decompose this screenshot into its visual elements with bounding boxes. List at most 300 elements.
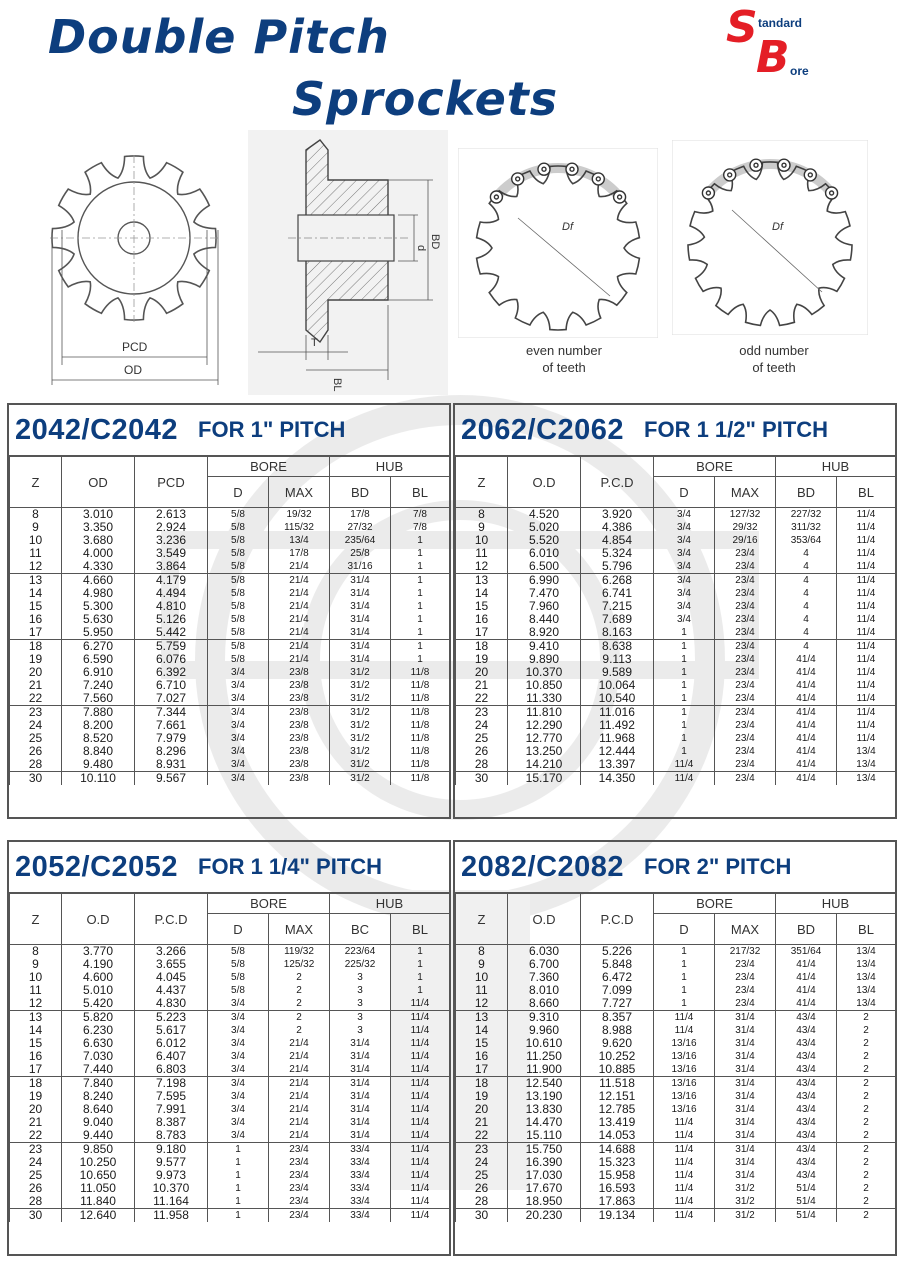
table-cell: 5.848	[581, 958, 654, 971]
table-cell: 2	[837, 1169, 896, 1182]
table-cell: 8.296	[135, 745, 208, 758]
table-row	[456, 958, 896, 971]
table-cell: 11	[10, 547, 62, 560]
table-cell: 13/4	[837, 772, 896, 786]
table-cell: 4.330	[62, 560, 135, 574]
table-cell: 8.920	[508, 626, 581, 640]
table-cell: 6.010	[508, 547, 581, 560]
table-cell: 2	[269, 997, 330, 1011]
table-cell: 8.387	[135, 1116, 208, 1129]
table-cell: 4	[776, 587, 837, 600]
table-cell: 4.600	[62, 971, 135, 984]
table-cell: 20.230	[508, 1209, 581, 1223]
sprocket-front-view	[40, 150, 240, 395]
table-cell: 5/8	[208, 945, 269, 959]
even-teeth-diagram	[458, 148, 658, 338]
table-cell: 41/4	[776, 732, 837, 745]
table-cell: 13/16	[654, 1090, 715, 1103]
table-cell: 2	[269, 984, 330, 997]
panel-2042	[7, 403, 451, 819]
chain-pin	[782, 163, 786, 167]
table-cell: 41/4	[776, 653, 837, 666]
table-cell: 23/4	[715, 626, 776, 640]
table-cell: 5.010	[62, 984, 135, 997]
table-cell: 225/32	[330, 958, 391, 971]
table-cell: 2	[837, 1182, 896, 1195]
panel-title	[455, 842, 895, 893]
table-cell: 1	[654, 984, 715, 997]
table-cell: 41/4	[776, 958, 837, 971]
table-cell: 4	[776, 640, 837, 654]
table-row	[456, 706, 896, 720]
table-cell: 5.420	[62, 997, 135, 1011]
col-od: OD	[62, 457, 135, 508]
table-cell: 21/4	[269, 574, 330, 588]
table-cell: 223/64	[330, 945, 391, 959]
table-cell: 3.864	[135, 560, 208, 574]
table-cell: 6.076	[135, 653, 208, 666]
table-cell: 41/4	[776, 971, 837, 984]
table-cell: 28	[456, 758, 508, 772]
table-cell: 23	[456, 706, 508, 720]
table-row	[456, 1143, 896, 1157]
table-cell: 19	[456, 1090, 508, 1103]
table-row	[10, 971, 450, 984]
table-cell: 23/8	[269, 692, 330, 706]
table-cell: 11/4	[391, 1116, 450, 1129]
table-row	[456, 692, 896, 706]
table-cell: 41/4	[776, 719, 837, 732]
table-cell: 17.030	[508, 1169, 581, 1182]
table-cell: 30	[456, 772, 508, 786]
table-cell: 9	[456, 958, 508, 971]
table-cell: 1	[391, 560, 450, 574]
table-cell: 19.134	[581, 1209, 654, 1223]
table-cell: 11/4	[837, 560, 896, 574]
table-cell: 5/8	[208, 508, 269, 522]
table-cell: 5/8	[208, 653, 269, 666]
table-cell: 1	[391, 626, 450, 640]
table-cell: 7.344	[135, 706, 208, 720]
table-cell: 12.151	[581, 1090, 654, 1103]
chain-pin	[596, 177, 600, 181]
table-cell: 1	[208, 1209, 269, 1223]
table-cell: 43/4	[776, 1011, 837, 1025]
table-cell: 7.840	[62, 1077, 135, 1091]
table-cell: 13/16	[654, 1050, 715, 1063]
table-row	[10, 534, 450, 547]
table-cell: 8.638	[581, 640, 654, 654]
table-cell: 1	[391, 613, 450, 626]
table-cell: 31/2	[330, 758, 391, 772]
table-cell: 5.126	[135, 613, 208, 626]
table-cell: 31/2	[715, 1182, 776, 1195]
table-cell: 11/4	[837, 587, 896, 600]
table-cell: 43/4	[776, 1103, 837, 1116]
table-cell: 23/4	[715, 692, 776, 706]
table-cell: 11/4	[654, 1011, 715, 1025]
table-cell: 11/4	[391, 1077, 450, 1091]
table-cell: 20	[10, 1103, 62, 1116]
table-cell: 33/4	[330, 1143, 391, 1157]
table-cell: 7.880	[62, 706, 135, 720]
table-cell: 8.660	[508, 997, 581, 1011]
table-cell: 7.595	[135, 1090, 208, 1103]
table-cell: 11.016	[581, 706, 654, 720]
table-cell: 21/4	[269, 613, 330, 626]
table-cell: 31/4	[715, 1024, 776, 1037]
col-bd: BC	[330, 914, 391, 945]
table-cell: 11/4	[391, 1050, 450, 1063]
table-row	[10, 1103, 450, 1116]
col-max: MAX	[269, 914, 330, 945]
table-cell: 2	[837, 1116, 896, 1129]
table-cell: 26	[10, 1182, 62, 1195]
table-cell: 31/2	[715, 1195, 776, 1209]
table-cell: 7/8	[391, 508, 450, 522]
chain-pin	[754, 163, 758, 167]
table-cell: 16.390	[508, 1156, 581, 1169]
table-cell: 13.397	[581, 758, 654, 772]
table-cell: 6.990	[508, 574, 581, 588]
col-bore: BORE	[208, 894, 330, 914]
table-row	[456, 640, 896, 654]
table-row	[10, 1195, 450, 1209]
table-cell: 26	[456, 745, 508, 758]
table-cell: 31/4	[330, 613, 391, 626]
col-od: O.D	[508, 457, 581, 508]
table-cell: 31/2	[330, 666, 391, 679]
table-cell: 25	[456, 732, 508, 745]
table-cell: 5/8	[208, 587, 269, 600]
table-cell: 11/4	[837, 534, 896, 547]
table-cell: 3.680	[62, 534, 135, 547]
table-cell: 12	[456, 560, 508, 574]
table-row	[10, 1011, 450, 1025]
table-row	[10, 1209, 450, 1223]
table-cell: 20	[10, 666, 62, 679]
table-cell: 17/8	[269, 547, 330, 560]
table-cell: 5.300	[62, 600, 135, 613]
table-cell: 4.179	[135, 574, 208, 588]
table-cell: 11/4	[391, 1090, 450, 1103]
table-cell: 31/4	[330, 587, 391, 600]
table-cell: 21/4	[269, 1129, 330, 1143]
table-cell: 1	[391, 945, 450, 959]
table-cell: 17/8	[330, 508, 391, 522]
table-cell: 8.520	[62, 732, 135, 745]
table-cell: 2	[837, 1011, 896, 1025]
table-cell: 33/4	[330, 1209, 391, 1223]
table-cell: 18	[456, 1077, 508, 1091]
table-cell: 15	[10, 1037, 62, 1050]
table-cell: 4	[776, 613, 837, 626]
col-pcd: PCD	[135, 457, 208, 508]
table-row	[456, 772, 896, 786]
table-row	[456, 547, 896, 560]
table-cell: 14.210	[508, 758, 581, 772]
table-cell: 31/4	[715, 1116, 776, 1129]
col-bore: BORE	[654, 457, 776, 477]
table-cell: 1	[391, 958, 450, 971]
table-row	[456, 534, 896, 547]
table-cell: 3.770	[62, 945, 135, 959]
table-cell: 43/4	[776, 1156, 837, 1169]
table-row	[456, 1037, 896, 1050]
table-cell: 1	[654, 958, 715, 971]
col-z: Z	[456, 457, 508, 508]
table-cell: 11/4	[391, 997, 450, 1011]
table-cell: 6.700	[508, 958, 581, 971]
table-cell: 22	[10, 692, 62, 706]
table-cell: 31/2	[330, 732, 391, 745]
table-cell: 23/4	[715, 772, 776, 786]
table-cell: 31/16	[330, 560, 391, 574]
table-row	[10, 1182, 450, 1195]
table-cell: 31/2	[715, 1209, 776, 1223]
table-cell: 9.180	[135, 1143, 208, 1157]
table-cell: 17	[10, 1063, 62, 1077]
table-cell: 11/4	[391, 1063, 450, 1077]
table-cell: 31/4	[330, 1090, 391, 1103]
table-cell: 5.442	[135, 626, 208, 640]
table-cell: 1	[391, 640, 450, 654]
table-cell: 41/4	[776, 758, 837, 772]
table-cell: 21	[10, 679, 62, 692]
table-row	[456, 1050, 896, 1063]
table-cell: 23/4	[269, 1209, 330, 1223]
sprocket-table	[455, 893, 896, 1222]
d-label: d	[415, 245, 427, 252]
table-cell: 23/8	[269, 745, 330, 758]
table-cell: 33/4	[330, 1195, 391, 1209]
col-d: D	[208, 914, 269, 945]
table-cell: 13	[456, 574, 508, 588]
table-cell: 23/4	[715, 732, 776, 745]
table-row	[10, 1143, 450, 1157]
table-row	[10, 600, 450, 613]
table-cell: 6.230	[62, 1024, 135, 1037]
table-row	[10, 574, 450, 588]
sprocket-side-section	[248, 130, 448, 395]
table-cell: 11/4	[654, 1129, 715, 1143]
table-cell: 11/4	[391, 1195, 450, 1209]
table-cell: 4.810	[135, 600, 208, 613]
table-cell: 23/8	[269, 758, 330, 772]
table-cell: 30	[456, 1209, 508, 1223]
table-cell: 31/4	[715, 1063, 776, 1077]
table-row	[10, 984, 450, 997]
table-cell: 15	[456, 600, 508, 613]
table-cell: 3.010	[62, 508, 135, 522]
table-cell: 11/4	[837, 679, 896, 692]
table-row	[10, 758, 450, 772]
col-bd: BD	[776, 477, 837, 508]
table-cell: 19/32	[269, 508, 330, 522]
table-cell: 12.540	[508, 1077, 581, 1091]
table-row	[10, 772, 450, 786]
table-cell: 21/4	[269, 600, 330, 613]
table-cell: 11/4	[837, 640, 896, 654]
table-cell: 3/4	[654, 613, 715, 626]
table-cell: 31/4	[330, 626, 391, 640]
table-cell: 3/4	[654, 587, 715, 600]
table-cell: 11	[456, 984, 508, 997]
table-cell: 2	[837, 1024, 896, 1037]
table-cell: 10.370	[135, 1182, 208, 1195]
chain-pin	[516, 177, 520, 181]
table-cell: 1	[654, 732, 715, 745]
table-cell: 31/4	[715, 1011, 776, 1025]
table-cell: 23/8	[269, 706, 330, 720]
table-cell: 6.803	[135, 1063, 208, 1077]
table-row	[456, 521, 896, 534]
table-cell: 2	[269, 971, 330, 984]
table-cell: 43/4	[776, 1169, 837, 1182]
table-cell: 7.689	[581, 613, 654, 626]
table-cell: 41/4	[776, 666, 837, 679]
table-cell: 3/4	[208, 732, 269, 745]
table-cell: 13.190	[508, 1090, 581, 1103]
table-cell: 4	[776, 547, 837, 560]
table-row	[456, 666, 896, 679]
table-cell: 1	[391, 534, 450, 547]
table-cell: 2	[837, 1050, 896, 1063]
table-cell: 31/4	[715, 1090, 776, 1103]
standard-bore-logo	[722, 2, 842, 83]
table-cell: 21/4	[269, 653, 330, 666]
table-cell: 2	[269, 1011, 330, 1025]
table-cell: 29/32	[715, 521, 776, 534]
table-cell: 14.688	[581, 1143, 654, 1157]
table-cell: 28	[10, 1195, 62, 1209]
table-cell: 2	[837, 1090, 896, 1103]
table-row	[456, 574, 896, 588]
table-cell: 11/4	[837, 574, 896, 588]
table-cell: 11/4	[391, 1037, 450, 1050]
table-cell: 3/4	[654, 600, 715, 613]
table-cell: 43/4	[776, 1116, 837, 1129]
table-cell: 9.440	[62, 1129, 135, 1143]
table-cell: 31/2	[330, 679, 391, 692]
table-cell: 11.050	[62, 1182, 135, 1195]
chain-pin	[706, 191, 710, 195]
table-cell: 5/8	[208, 958, 269, 971]
table-cell: 6.910	[62, 666, 135, 679]
table-cell: 16	[10, 1050, 62, 1063]
table-row	[10, 1024, 450, 1037]
table-cell: 1	[654, 679, 715, 692]
table-cell: 43/4	[776, 1143, 837, 1157]
table-row	[10, 521, 450, 534]
table-cell: 24	[10, 719, 62, 732]
table-cell: 4.520	[508, 508, 581, 522]
table-row	[456, 508, 896, 522]
table-row	[456, 971, 896, 984]
table-row	[456, 1116, 896, 1129]
table-cell: 19	[10, 653, 62, 666]
table-cell: 11/4	[654, 1116, 715, 1129]
table-cell: 5.223	[135, 1011, 208, 1025]
table-cell: 15.110	[508, 1129, 581, 1143]
table-cell: 9.480	[62, 758, 135, 772]
table-cell: 30	[10, 772, 62, 786]
table-cell: 11/4	[391, 1169, 450, 1182]
table-cell: 41/4	[776, 692, 837, 706]
t-label: T	[311, 337, 318, 349]
table-cell: 11.330	[508, 692, 581, 706]
table-cell: 4.660	[62, 574, 135, 588]
table-row	[10, 1077, 450, 1091]
table-cell: 17	[456, 626, 508, 640]
table-cell: 23/8	[269, 772, 330, 786]
table-cell: 11/4	[391, 1182, 450, 1195]
table-cell: 1	[654, 666, 715, 679]
table-cell: 14	[456, 1024, 508, 1037]
table-cell: 4.854	[581, 534, 654, 547]
table-cell: 3	[330, 971, 391, 984]
col-bore: BORE	[654, 894, 776, 914]
table-row	[10, 640, 450, 654]
table-cell: 31/4	[715, 1103, 776, 1116]
table-cell: 9.850	[62, 1143, 135, 1157]
table-row	[10, 945, 450, 959]
table-cell: 4.045	[135, 971, 208, 984]
table-cell: 13/4	[837, 971, 896, 984]
table-cell: 19	[10, 1090, 62, 1103]
table-cell: 8.931	[135, 758, 208, 772]
table-cell: 4	[776, 626, 837, 640]
table-cell: 11/8	[391, 666, 450, 679]
table-cell: 7/8	[391, 521, 450, 534]
table-cell: 5/8	[208, 547, 269, 560]
table-cell: 23/4	[715, 653, 776, 666]
table-cell: 6.500	[508, 560, 581, 574]
pcd-label: PCD	[122, 340, 148, 354]
pitch-label: FOR 2" PITCH	[644, 854, 792, 879]
table-cell: 7.979	[135, 732, 208, 745]
table-cell: 41/4	[776, 706, 837, 720]
table-cell: 51/4	[776, 1195, 837, 1209]
table-cell: 8	[10, 945, 62, 959]
table-cell: 31/4	[715, 1037, 776, 1050]
col-bore: BORE	[208, 457, 330, 477]
table-cell: 311/32	[776, 521, 837, 534]
table-row	[10, 1090, 450, 1103]
table-cell: 6.407	[135, 1050, 208, 1063]
table-cell: 127/32	[715, 508, 776, 522]
table-cell: 5/8	[208, 560, 269, 574]
table-cell: 11/4	[837, 600, 896, 613]
table-cell: 11/4	[837, 508, 896, 522]
table-cell: 21/4	[269, 1077, 330, 1091]
table-cell: 3/4	[208, 1011, 269, 1025]
table-cell: 7.360	[508, 971, 581, 984]
table-cell: 3/4	[654, 560, 715, 574]
table-cell: 43/4	[776, 1077, 837, 1091]
model-number: 2062/C2062	[461, 413, 625, 446]
table-cell: 5/8	[208, 626, 269, 640]
table-cell: 15.170	[508, 772, 581, 786]
col-d: D	[654, 477, 715, 508]
table-cell: 28	[456, 1195, 508, 1209]
table-cell: 31/4	[715, 1077, 776, 1091]
col-od: O.D	[508, 894, 581, 945]
table-cell: 2	[837, 1037, 896, 1050]
table-cell: 13	[456, 1011, 508, 1025]
table-cell: 227/32	[776, 508, 837, 522]
table-cell: 43/4	[776, 1129, 837, 1143]
